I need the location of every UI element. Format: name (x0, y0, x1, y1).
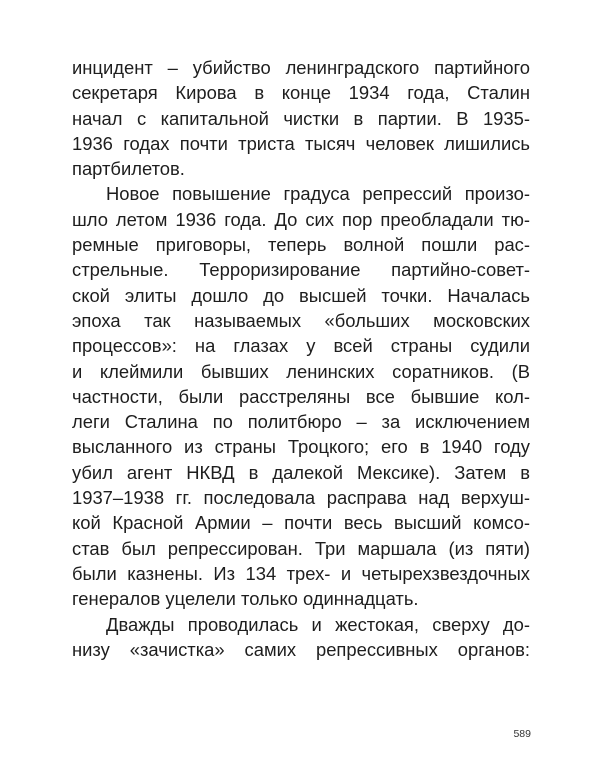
text-line: Дважды проводилась и жестокая, сверху до- (106, 613, 530, 635)
text-line: секретаря Кирова в конце 1934 года, Сталин (72, 82, 530, 104)
text-line: 1936 годах почти триста тысяч человек лишились (72, 132, 530, 154)
text-line: партбилетов. (72, 158, 185, 180)
text-line: частности, были расстреляны все бывшие кол- (72, 385, 530, 407)
text-line: генералов уцелели только одиннадцать. (72, 588, 419, 610)
text-line: ской элиты дошло до высшей точки. Началась (72, 284, 530, 306)
text-line: и клеймили бывших ленинских соратников. (В (72, 360, 530, 382)
paragraph-3 (72, 612, 530, 663)
text-line: были казнены. Из 134 трех- и четырехзвездочных (72, 562, 530, 584)
text-line: начал с капитальной чистки в партии. В 1935- (72, 107, 530, 129)
text-line: эпоха так называемых «больших московских (72, 309, 530, 331)
paragraph-2 (72, 181, 530, 611)
text-line: шло летом 1936 года. До сих пор преобладали тю- (72, 208, 530, 230)
text-line: процессов»: на глазах у всей страны судили (72, 335, 530, 357)
text-line: Новое повышение градуса репрессий произо- (106, 183, 530, 205)
text-line: 1937–1938 гг. последовала расправа над верхуш- (72, 487, 530, 509)
text-line: став был репрессирован. Три маршала (из пяти) (72, 537, 530, 559)
text-line: ремные приговоры, теперь волной пошли рас- (72, 234, 530, 256)
paragraph-1 (72, 55, 530, 181)
text-line: убил агент НКВД в далекой Мексике). Затем в (72, 461, 530, 483)
text-line: кой Красной Армии – почти весь высший комсо- (72, 512, 530, 534)
text-line: высланного из страны Троцкого; его в 1940 году (72, 436, 530, 458)
page-body-text (72, 55, 530, 662)
text-line: инцидент – убийство ленинградского партийного (72, 57, 530, 78)
text-line: низу «зачистка» самих репрессивных органов: (72, 638, 530, 660)
page-number: 589 (513, 728, 531, 740)
text-line: стрельные. Терроризирование партийно-совет- (72, 259, 530, 281)
text-line: леги Сталина по политбюро – за исключением (72, 411, 530, 433)
